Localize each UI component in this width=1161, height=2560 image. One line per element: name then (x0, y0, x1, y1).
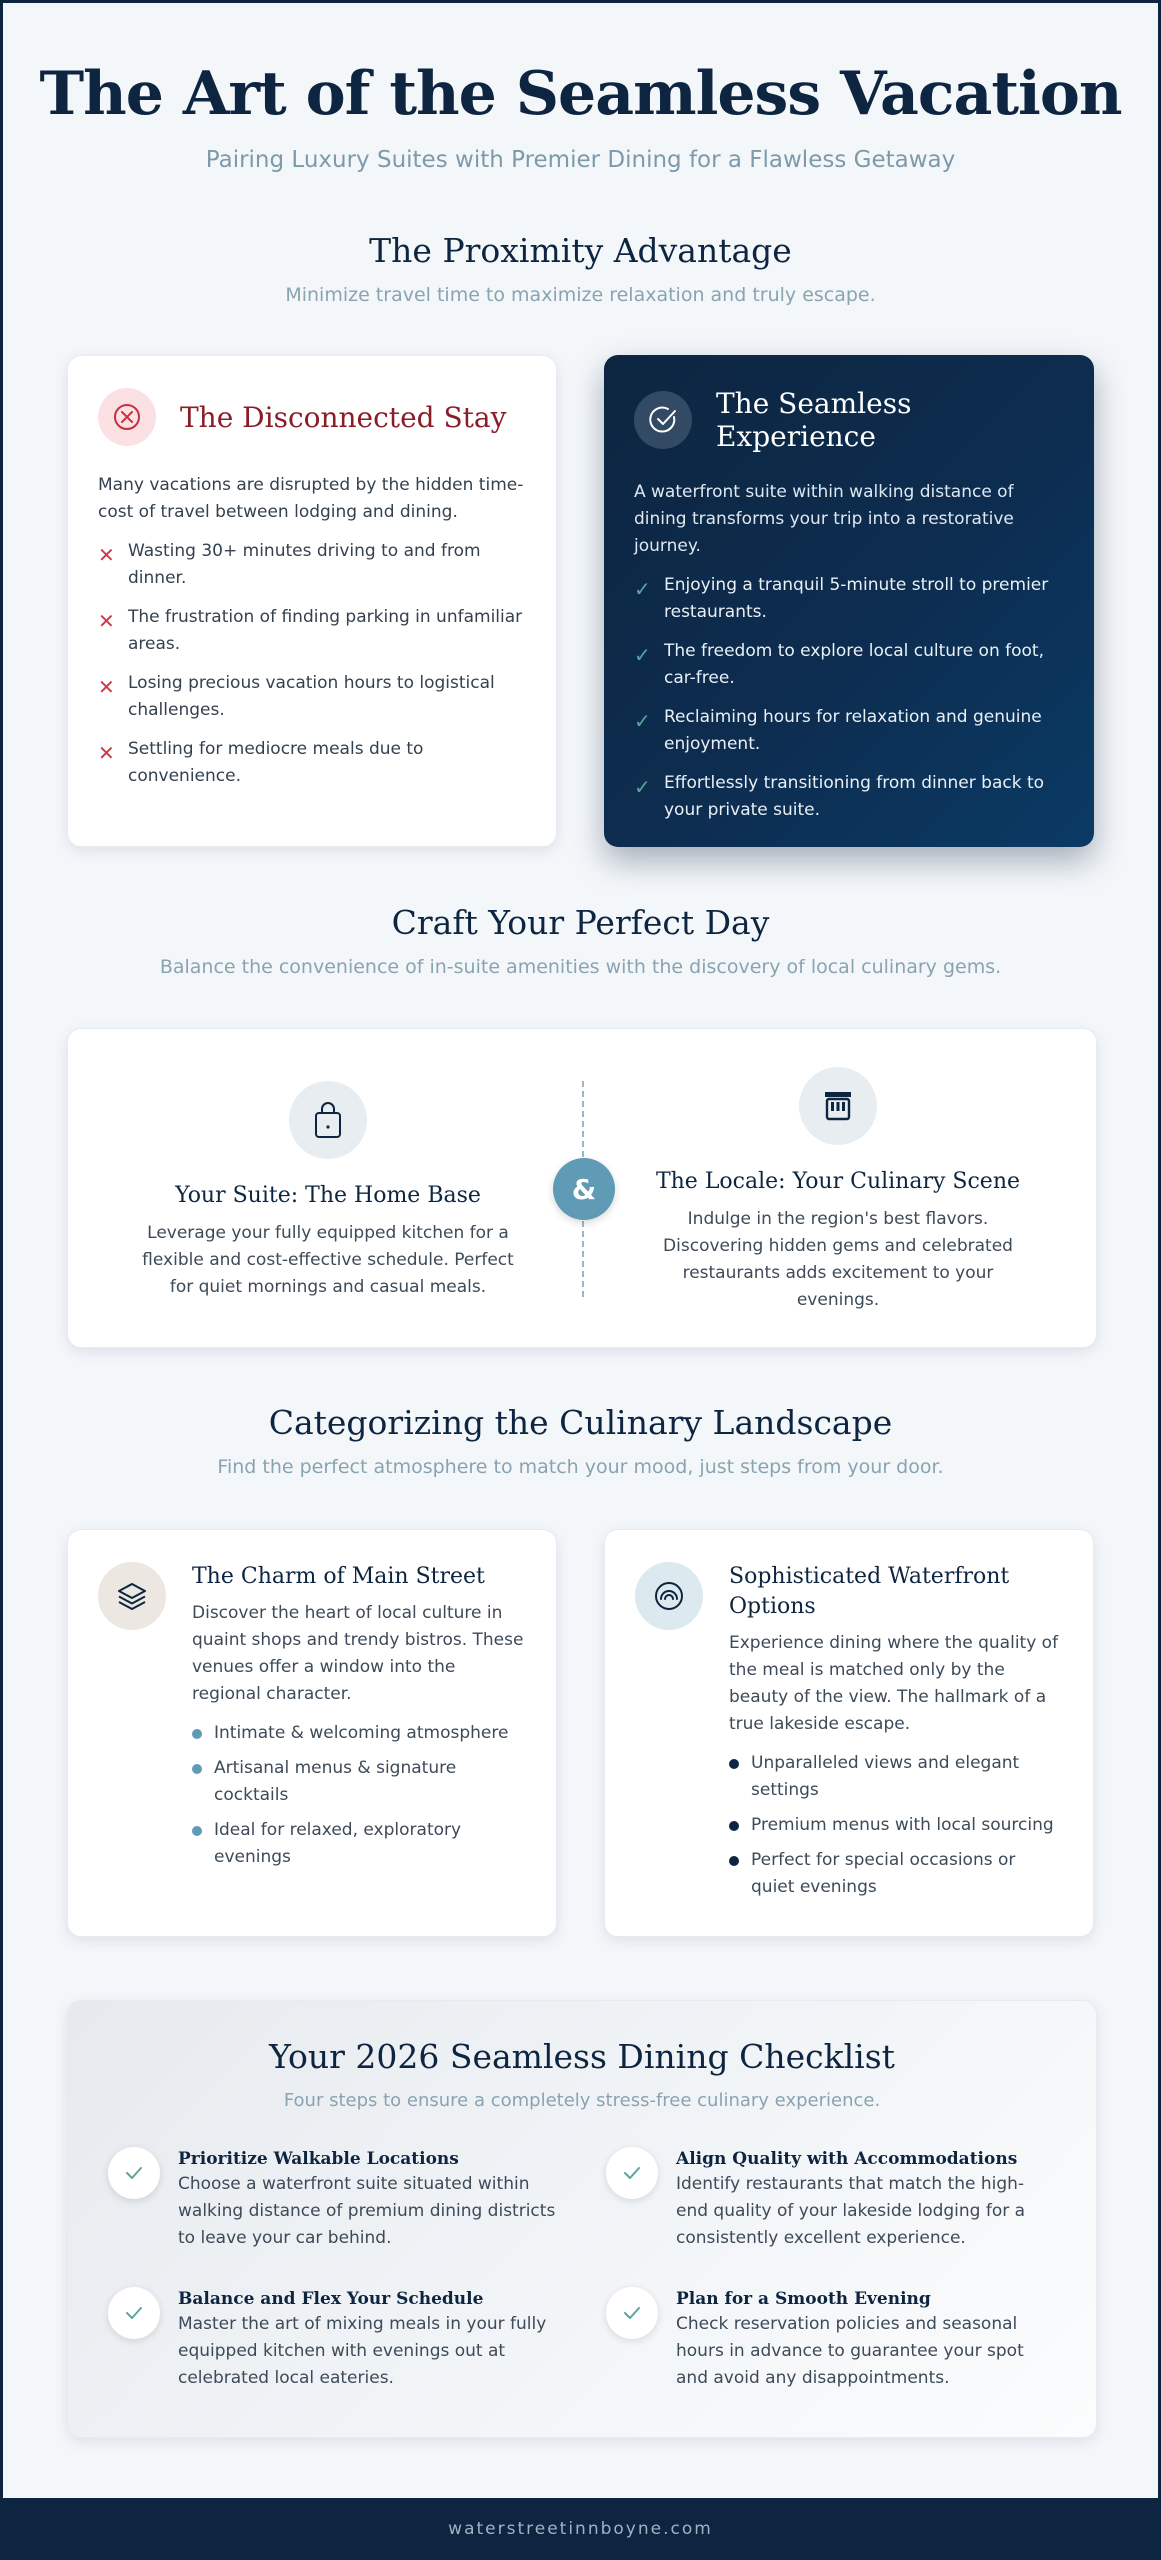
list-item: Premium menus with local sourcing (729, 1812, 1063, 1839)
list-item: ✓ Reclaiming hours for relaxation and genuine enjoyment. (634, 704, 1064, 758)
list-item: ✕ Losing precious vacation hours to logistical challenges. (98, 670, 526, 724)
disconnected-list (98, 538, 526, 790)
bullet-dot (729, 1856, 739, 1866)
check-circle-icon (634, 391, 692, 449)
list-item: Ideal for relaxed, exploratory evenings (192, 1817, 526, 1871)
bullet-dot (192, 1826, 202, 1836)
craft-header (3, 903, 1158, 978)
seamless-experience-card (604, 355, 1094, 847)
locale-title: The Locale: Your Culinary Scene (655, 1169, 1021, 1194)
disconnected-intro: Many vacations are disrupted by the hidden time-cost of travel between lodging and dining. (98, 475, 524, 522)
main-street-list (192, 1720, 526, 1871)
locale-text: Indulge in the region's best flavors. Discovering hidden gems and celebrated restaurants adds excitement to your evenings. (663, 1209, 1013, 1310)
check-icon (108, 2147, 160, 2199)
checklist-item-title: Plan for a Smooth Evening (676, 2289, 931, 2309)
checklist-item (606, 2287, 1056, 2392)
checklist-item (108, 2147, 558, 2252)
proximity-subheading: Minimize travel time to maximize relaxation and truly escape. (285, 284, 876, 306)
main-street-card (67, 1529, 557, 1937)
seamless-title: The Seamless Experience (716, 387, 912, 453)
bullet-dot (729, 1821, 739, 1831)
list-item: ✓ Effortlessly transitioning from dinner back to your private suite. (634, 770, 1064, 824)
check-icon (606, 2287, 658, 2339)
checklist-card (67, 2000, 1097, 2438)
check-icon (606, 2147, 658, 2199)
layers-icon (98, 1562, 166, 1630)
seamless-list (634, 572, 1064, 824)
culinary-heading: Categorizing the Culinary Landscape (268, 1403, 893, 1442)
checklist-item-title: Prioritize Walkable Locations (178, 2149, 459, 2169)
list-item: ✓ Enjoying a tranquil 5-minute stroll to premier restaurants. (634, 572, 1064, 626)
list-item: ✓ The freedom to explore local culture on foot, car-free. (634, 638, 1064, 692)
waterfront-list (729, 1750, 1063, 1901)
checklist-subheading: Four steps to ensure a completely stress-free culinary experience. (283, 2090, 881, 2111)
storefront-icon (799, 1067, 877, 1145)
bullet-dot (192, 1729, 202, 1739)
bullet-dot (192, 1764, 202, 1774)
x-icon: ✕ (98, 543, 115, 567)
check-icon: ✓ (634, 643, 651, 667)
list-item: Unparalleled views and elegant settings (729, 1750, 1063, 1804)
x-icon: ✕ (98, 675, 115, 699)
culinary-subheading: Find the perfect atmosphere to match your mood, just steps from your door. (217, 1456, 944, 1478)
bullet-dot (729, 1759, 739, 1769)
x-icon: ✕ (98, 741, 115, 765)
checklist-item-text: Check reservation policies and seasonal hours in advance to guarantee your spot and avoid any disappointments. (676, 2314, 1024, 2388)
checklist-header (68, 2037, 1096, 2111)
checklist-item-text: Identify restaurants that match the high-end quality of your lakeside lodging for a consistently excellent experience. (676, 2174, 1026, 2248)
check-icon (108, 2287, 160, 2339)
check-icon: ✓ (634, 775, 651, 799)
proximity-header (3, 231, 1158, 306)
suite-title: Your Suite: The Home Base (175, 1183, 481, 1208)
locale-column (648, 1067, 1028, 1314)
list-item: ✕ The frustration of finding parking in unfamiliar areas. (98, 604, 526, 658)
main-street-text: Discover the heart of local culture in quaint shops and trendy bistros. These venues offer a window into the regional character. (192, 1603, 524, 1704)
check-icon: ✓ (634, 709, 651, 733)
footer (3, 2498, 1158, 2560)
checklist-heading: Your 2026 Seamless Dining Checklist (269, 2037, 895, 2076)
list-item: Artisanal menus & signature cocktails (192, 1755, 526, 1809)
waterfront-text: Experience dining where the quality of the meal is matched only by the beauty of the view. The hallmark of a true lakeside escape. (729, 1633, 1059, 1734)
list-item: ✕ Settling for mediocre meals due to convenience. (98, 736, 526, 790)
checklist-item-title: Align Quality with Accommodations (676, 2149, 1018, 2169)
checklist-item (606, 2147, 1056, 2252)
waterfront-card (604, 1529, 1094, 1937)
hero (3, 3, 1158, 173)
list-item: Perfect for special occasions or quiet evenings (729, 1847, 1063, 1901)
rainbow-icon (635, 1562, 703, 1630)
checklist-item-title: Balance and Flex Your Schedule (178, 2289, 484, 2309)
checklist-item-text: Master the art of mixing meals in your fully equipped kitchen with evenings out at celebrated local eateries. (178, 2314, 547, 2388)
seamless-intro: A waterfront suite within walking distance of dining transforms your trip into a restorative journey. (634, 482, 1014, 556)
list-item: ✕ Wasting 30+ minutes driving to and from dinner. (98, 538, 526, 592)
check-icon: ✓ (634, 577, 651, 601)
culinary-header (3, 1403, 1158, 1478)
page-title: The Art of the Seamless Vacation (39, 59, 1122, 129)
ampersand-badge: & (553, 1158, 615, 1220)
craft-heading: Craft Your Perfect Day (391, 903, 770, 942)
craft-card (67, 1028, 1097, 1348)
main-street-title: The Charm of Main Street (192, 1564, 485, 1589)
waterfront-title: Sophisticated Waterfront Options (729, 1564, 1010, 1619)
craft-subheading: Balance the convenience of in-suite amenities with the discovery of local culinary gems. (159, 956, 1002, 978)
checklist-item (108, 2287, 558, 2392)
x-icon: ✕ (98, 609, 115, 633)
disconnected-title: The Disconnected Stay (180, 400, 507, 434)
footer-website-link[interactable]: waterstreetinnboyne.com (448, 2519, 713, 2539)
checklist-item-text: Choose a waterfront suite situated within walking distance of premium dining districts to leave your car behind. (178, 2174, 556, 2248)
shopping-bag-icon (289, 1081, 367, 1159)
x-circle-icon (98, 388, 156, 446)
suite-text: Leverage your fully equipped kitchen for a flexible and cost-effective schedule. Perfect for quiet mornings and casual meals. (142, 1223, 514, 1297)
suite-column (128, 1081, 528, 1301)
proximity-heading: The Proximity Advantage (369, 231, 792, 270)
disconnected-stay-card (67, 355, 557, 847)
page-subtitle: Pairing Luxury Suites with Premier Dining for a Flawless Getaway (205, 147, 956, 173)
list-item: Intimate & welcoming atmosphere (192, 1720, 526, 1747)
